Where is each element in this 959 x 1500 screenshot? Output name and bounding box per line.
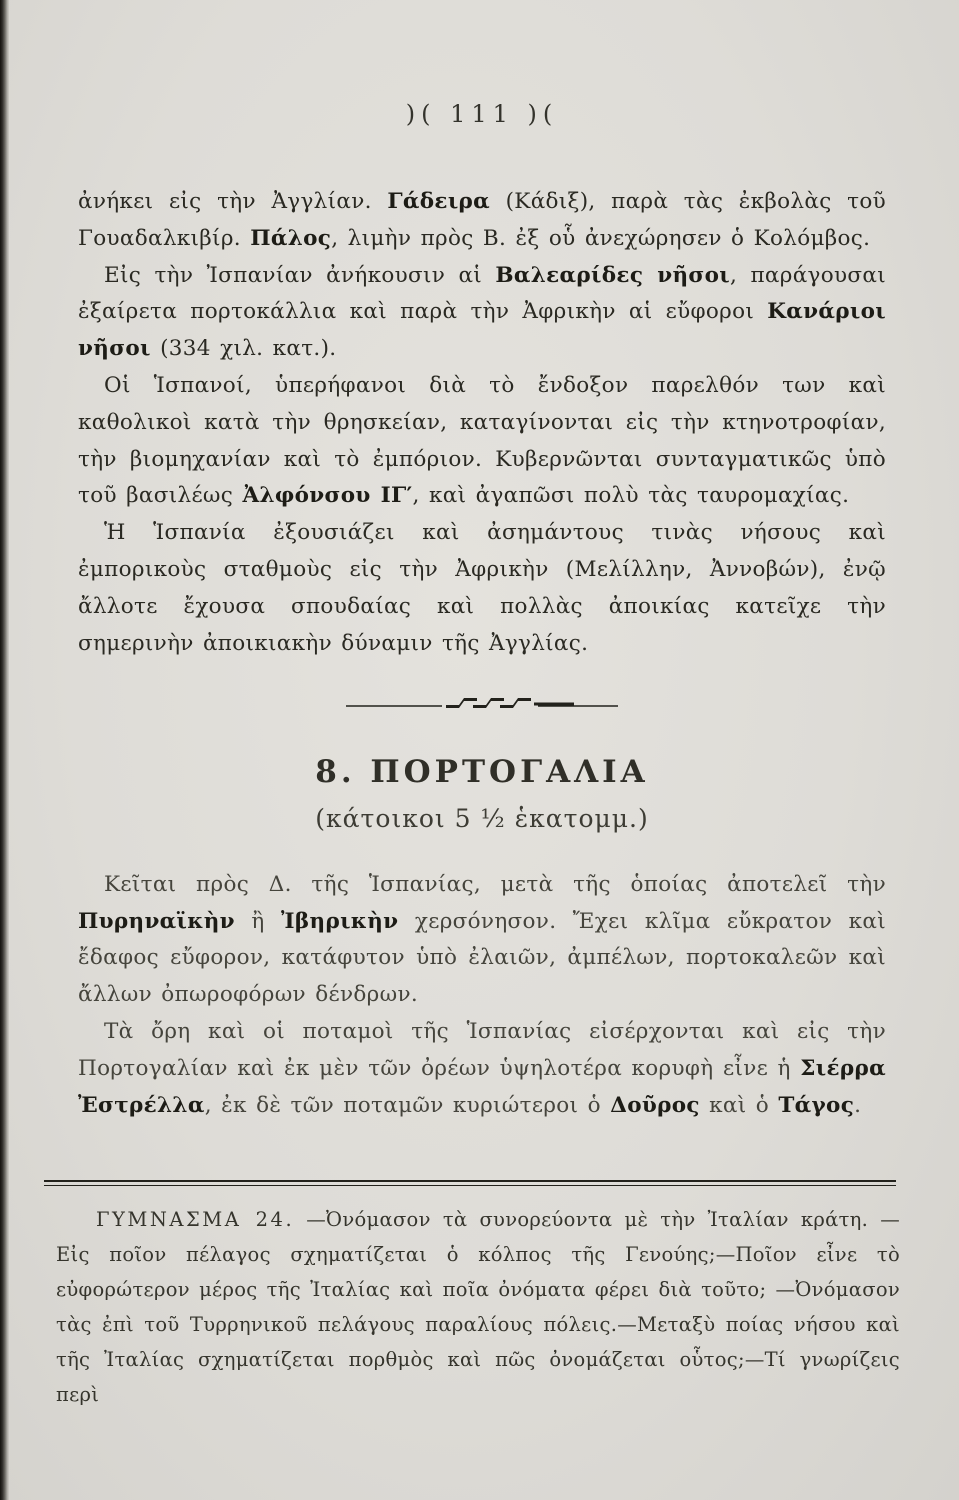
text-run: Κεῖται πρὸς Δ. τῆς Ἱσπανίας, μετὰ τῆς ὁποίας ἀποτελεῖ τὴν bbox=[104, 871, 886, 897]
text-run: (Κάδιξ), παρὰ τὰς ἐκβολὰς τοῦ Γουαδαλκιβίρ. bbox=[78, 189, 886, 251]
text-run: , καὶ ἀγαπῶσι πολὺ τὰς ταυρομαχίας. bbox=[412, 483, 850, 509]
text-run: Ἡ Ἱσπανία ἐξουσιάζει καὶ ἀσημάντους τινὰς νήσους καὶ ἐμπορικοὺς σταθμοὺς εἰς τὴν Ἀφρικὴν (Μελίλλην, Ἀννοβών), ἐνῷ ἄλλοτε ἔχουσα σπουδαίας καὶ πολλὰς ἀποικίας κατεῖχε τὴν σημερινὴν ἀποικιακὴν δύναμιν τῆς Ἀγγλίας. bbox=[78, 520, 886, 656]
body-paragraph bbox=[78, 184, 886, 258]
section-divider bbox=[78, 692, 886, 712]
text-run: , παράγουσαι ἐξαίρετα πορτοκάλλια καὶ παρὰ τὴν Ἀφρικὴν αἱ εὔφοροι bbox=[78, 262, 886, 325]
body-paragraph bbox=[78, 258, 886, 368]
text-run: Τὰ ὄρη καὶ οἱ ποταμοὶ τῆς Ἱσπανίας εἰσέρχονται καὶ εἰς τὴν Πορτογαλίαν καὶ ἐκ μὲν τῶν ὀρέων ὑψηλοτέρα κορυφὴ εἶνε ἡ bbox=[78, 1019, 886, 1081]
page-text-area bbox=[56, 0, 901, 1412]
bold-place-name: Ἀλφόνσου ΙΓ′ bbox=[242, 483, 413, 509]
text-run: χερσόνησον. Ἔχει κλῖμα εὔκρατον καὶ ἔδαφος εὔφορον, κατάφυτον ὑπὸ ἐλαιῶν, ἀμπέλων, πορτοκαλεῶν καὶ ἄλλων ὀπωροφόρων δένδρων. bbox=[78, 908, 887, 1008]
zigzag-flourish-icon bbox=[342, 692, 622, 711]
bold-place-name: Πυρηναϊκὴν bbox=[78, 908, 235, 934]
text-run: (334 χιλ. κατ.). bbox=[150, 336, 337, 362]
portugal-section bbox=[78, 867, 886, 1125]
section-subtitle: (κάτοικοι 5 ½ ἑκατομμ.) bbox=[315, 803, 649, 833]
bold-place-name: Κανάριοι νῆσοι bbox=[78, 299, 886, 362]
bold-place-name: Βαλεαρίδες νῆσοι bbox=[495, 262, 730, 288]
exercise-section bbox=[56, 1202, 900, 1412]
text-run: Οἱ Ἱσπανοί, ὑπερήφανοι διὰ τὸ ἔνδοξον παρελθόν των καὶ καθολικοὶ κατὰ τὴν θρησκείαν, καταγίνονται εἰς τὴν κτηνοτροφίαν, τὴν βιομηχανίαν καὶ τὸ ἐμπόριον. Κυβερνῶνται συνταγματικῶς ὑπὸ τοῦ βασιλέως bbox=[78, 372, 886, 509]
body-paragraph bbox=[78, 1014, 886, 1124]
bold-place-name: Γάδειρα bbox=[387, 189, 491, 214]
text-run: ἀνήκει εἰς τὴν Ἀγγλίαν. bbox=[78, 189, 388, 214]
portugal-heading-block bbox=[78, 754, 886, 833]
text-run: καὶ ὁ bbox=[699, 1092, 779, 1118]
bold-place-name: Δοῦρος bbox=[610, 1092, 700, 1118]
text-run: , ἐκ δὲ τῶν ποταμῶν κυριώτεροι ὁ bbox=[204, 1092, 611, 1118]
body-paragraph bbox=[78, 368, 886, 515]
text-run: . bbox=[854, 1092, 862, 1118]
section-heading: 8. ΠΟΡΤΟΓΑΛΙΑ bbox=[315, 753, 649, 790]
bold-place-name: Πάλος bbox=[250, 225, 332, 251]
text-run: Εἰς τὴν Ἰσπανίαν ἀνήκουσιν αἱ bbox=[104, 262, 496, 288]
text-run: ἢ bbox=[234, 908, 282, 934]
bold-place-name: Σιέρρα Ἐστρέλλα bbox=[78, 1055, 886, 1118]
text-run: , λιμὴν πρὸς Β. ἐξ οὗ ἀνεχώρησεν ὁ Κολόμβος. bbox=[331, 225, 871, 251]
body-paragraph bbox=[78, 515, 886, 662]
exercise-label: ΓΥΜΝΑΣΜΑ 24. bbox=[96, 1208, 295, 1232]
exercise-separator-rule bbox=[44, 1180, 896, 1186]
page-number: )( 111 )( bbox=[405, 100, 559, 128]
binding-edge bbox=[0, 0, 9, 1500]
bold-place-name: Ἰβηρικὴν bbox=[281, 908, 399, 934]
bold-place-name: Τάγος bbox=[778, 1092, 855, 1118]
body-paragraph bbox=[78, 867, 886, 1014]
text-run: —Ὀνόμασον τὰ συνορεύοντα μὲ τὴν Ἰταλίαν κράτη. —Εἰς ποῖον πέλαγος σχηματίζεται ὁ κόλπος τῆς Γενούης;—Ποῖον εἶνε τὸ εὐφορώτερον μέρος τῆς Ἰταλίας καὶ ποῖα ὀνόματα φέρει διὰ τοῦτο; —Ὀνόμασον τὰς ἐπὶ τοῦ Τυρρηνικοῦ πελάγους παραλίους πόλεις.—Μεταξὺ ποίας νήσου καὶ τῆς Ἰταλίας σχηματίζεται πορθμὸς καὶ πῶς ὀνομάζεται οὗτος;—Τί γνωρίζεις περὶ bbox=[56, 1208, 901, 1407]
body-paragraph bbox=[56, 1202, 900, 1412]
spain-section bbox=[78, 184, 886, 662]
